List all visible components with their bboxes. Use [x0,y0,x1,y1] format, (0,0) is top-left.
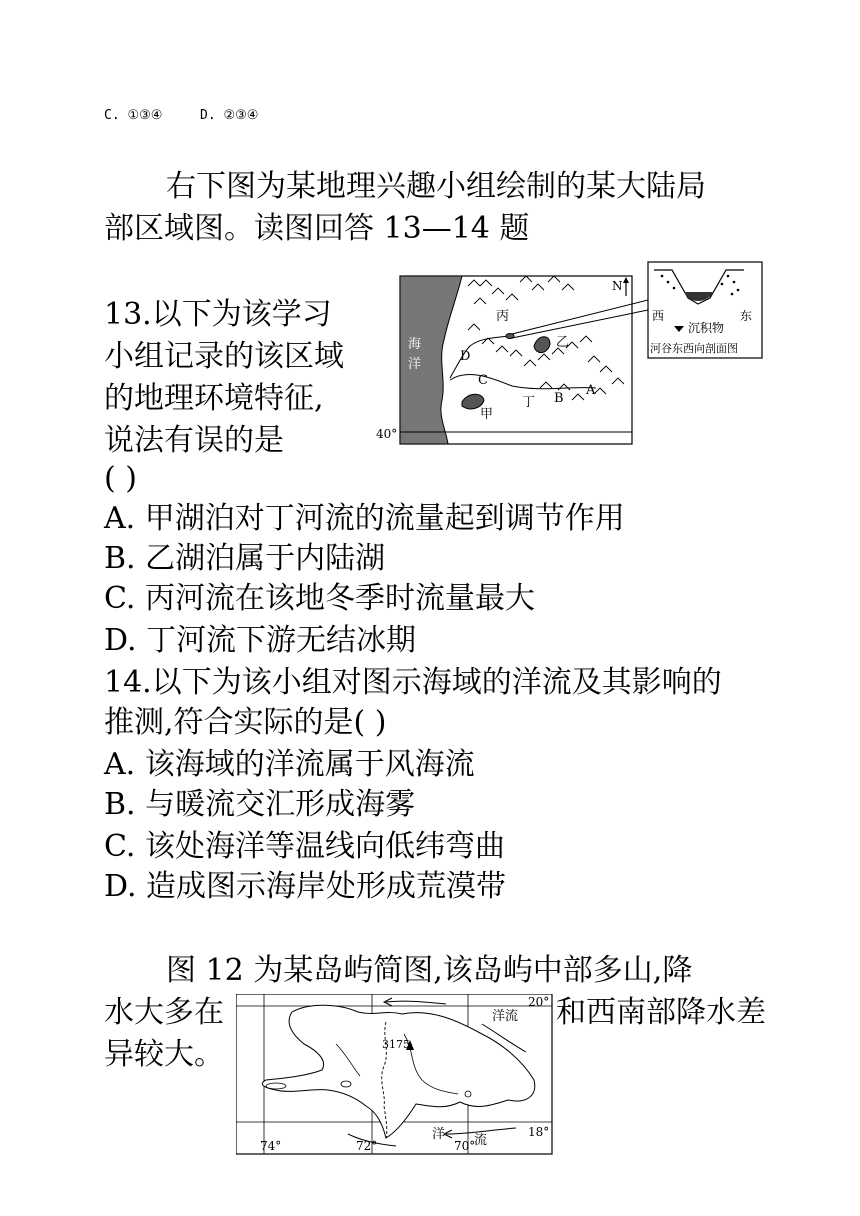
q14-stem-2: 推测,符合实际的是( ) [104,705,387,740]
intro-line-1: 右下图为某地理兴趣小组绘制的某大陆局 [166,169,706,204]
current-bottom-2: 流 [474,1133,488,1148]
map1-lat-label: 40° [376,427,398,441]
q13-stem-2: 小组记录的该区域 [104,339,344,374]
intro-line-2: 部区域图。读图回答 13—14 题 [104,211,530,246]
inset-caption: 河谷东西向剖面图 [650,342,738,355]
option-d: D. ②③④ [200,108,259,123]
q14-option-a: A. 该海域的洋流属于风海流 [104,747,475,782]
q14-option-c: C. 该处海洋等温线向低纬弯曲 [104,829,505,864]
lon-74: 74° [260,1139,282,1153]
intro2-line-2-left: 水大多在 [104,995,224,1030]
label-d: D [460,349,471,364]
north-label: N [612,279,623,293]
label-bing: 丙 [496,309,510,324]
label-c: C [478,373,488,388]
q13-stem-4: 说法有误的是 [104,423,284,458]
current-top-label: 洋流 [492,1009,519,1024]
q13-stem-3: 的地理环境特征, [104,381,324,416]
label-jia: 甲 [480,407,494,422]
inset-west: 西 [652,309,665,323]
inset-legend: 沉积物 [688,321,725,335]
current-bottom-1: 洋 [432,1127,446,1142]
label-b: B [554,391,564,406]
label-ding: 丁 [522,395,536,410]
lon-70: 70° [454,1139,476,1153]
label-a: A [586,383,596,398]
q13-answer-paren: ( ) [104,461,137,496]
peak-elevation: 3175 [382,1038,410,1051]
q13-option-d: D. 丁河流下游无结冰期 [104,623,417,658]
intro2-line-3: 异较大。 [104,1037,224,1072]
q13-option-a: A. 甲湖泊对丁河流的流量起到调节作用 [104,501,625,536]
q13-option-c: C. 丙河流在该地冬季时流量最大 [104,581,535,616]
q14-stem-1: 14.以下为该小组对图示海域的洋流及其影响的 [104,665,722,700]
lon-72: 72° [356,1139,378,1153]
ocean-label-2: 洋 [408,357,422,372]
q13-option-b: B. 乙湖泊属于内陆湖 [104,541,386,576]
lat-20: 20° [528,995,550,1009]
label-yi: 乙 [556,335,570,350]
q14-option-b: B. 与暖流交汇形成海雾 [104,787,416,822]
inset-cross-section [648,262,762,358]
lat-18: 18° [528,1125,550,1139]
intro2-line-1: 图 12 为某岛屿简图,该岛屿中部多山,降 [166,953,693,988]
inset-east: 东 [740,309,753,323]
q13-stem-1: 13.以下为该学习 [104,297,332,332]
ocean-label-1: 海 [408,337,422,352]
regional-map [372,260,772,450]
q14-option-d: D. 造成图示海岸处形成荒漠带 [104,869,507,904]
island-map [236,994,556,1156]
intro2-line-2-right: 和西南部降水差 [556,995,766,1030]
option-c: C. ①③④ [104,108,163,123]
